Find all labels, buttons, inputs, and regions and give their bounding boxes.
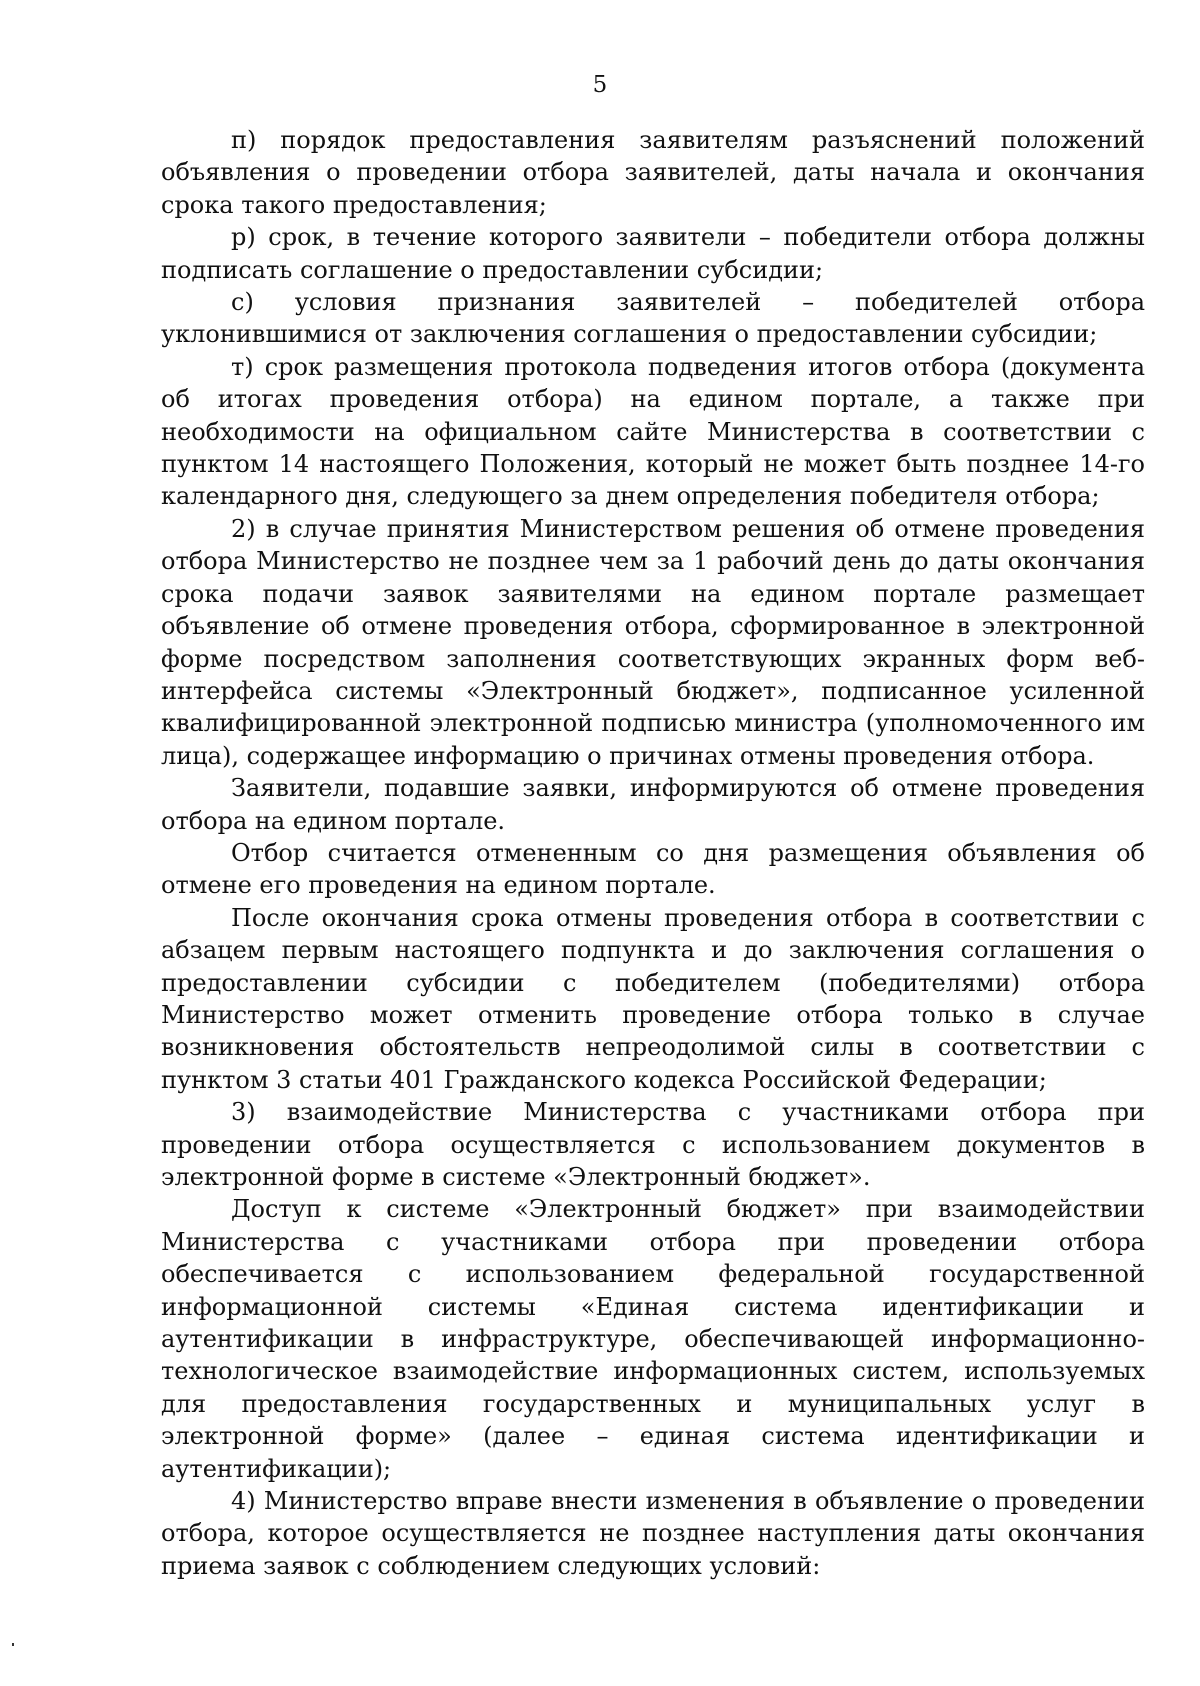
paragraph-selection-cancelled: Отбор считается отмененным со дня размещения объявления об отмене его проведения на едином портале. — [161, 838, 1145, 900]
paragraph-t: т) срок размещения протокола подведения итогов отбора (документа об итогах проведения отбора) на едином портале, а также при необходимости на официальном сайте Министерства в соответствии с пунктом 14 настоящего Положения, который не может быть позднее 14-го календарного дня, следующего за днем определения победителя отбора; — [161, 352, 1145, 511]
paragraph-3: 3) взаимодействие Министерства с участниками отбора при проведении отбора осуществляется с использованием документов в электронной форме в системе «Электронный бюджет». — [161, 1098, 1145, 1191]
page-number: 5 — [592, 72, 608, 98]
paragraph-s: с) условия признания заявителей – победителей отбора уклонившимися от заключения соглашения о предоставлении субсидии; — [161, 288, 1145, 349]
paragraph-r: р) срок, в течение которого заявители – победители отбора должны подписать соглашение о предоставлении субсидии; — [161, 223, 1145, 284]
document-body — [161, 124, 1145, 1582]
scan-mark — [12, 1643, 14, 1646]
paragraph-4: 4) Министерство вправе внести изменения в объявление о проведении отбора, которое осуществляется не позднее наступления даты окончания приема заявок с соблюдением следующих условий: — [161, 1487, 1145, 1580]
paragraph-applicants-informed: Заявители, подавшие заявки, информируются об отмене проведения отбора на едином портале. — [161, 774, 1145, 835]
paragraph-p: п) порядок предоставления заявителям разъяснений положений объявления о проведении отбора заявителей, даты начала и окончания срока такого предоставления; — [161, 126, 1145, 219]
paragraph-after-cancellation-period: После окончания срока отмены проведения отбора в соответствии с абзацем первым настоящего подпункта и до заключения соглашения о предоставлении субсидии с победителем (победителями) отбора Министерство может отменить проведение отбора только в случае возникновения обстоятельств непреодолимой силы в соответствии с пунктом 3 статьи 401 Гражданского кодекса Российской Федерации; — [161, 903, 1145, 1094]
paragraph-system-access: Доступ к системе «Электронный бюджет» при взаимодействии Министерства с участниками отбора при проведении отбора обеспечивается с использованием федеральной государственной информационной системы «Единая система идентификации и аутентификации в инфраструктуре, обеспечивающей информационно-технологическое взаимодействие информационных систем, используемых для предоставления государственных и муниципальных услуг в электронной форме» (далее – единая система идентификации и аутентификации); — [161, 1195, 1145, 1483]
paragraph-2: 2) в случае принятия Министерством решения об отмене проведения отбора Министерство не позднее чем за 1 рабочий день до даты окончания срока подачи заявок заявителями на едином портале размещает объявление об отмене проведения отбора, сформированное в электронной форме посредством заполнения соответствующих экранных форм веб-интерфейса системы «Электронный бюджет», подписанное усиленной квалифицированной электронной подписью министра (уполномоченного им лица), содержащее информацию о причинах отмены проведения отбора. — [161, 514, 1145, 770]
